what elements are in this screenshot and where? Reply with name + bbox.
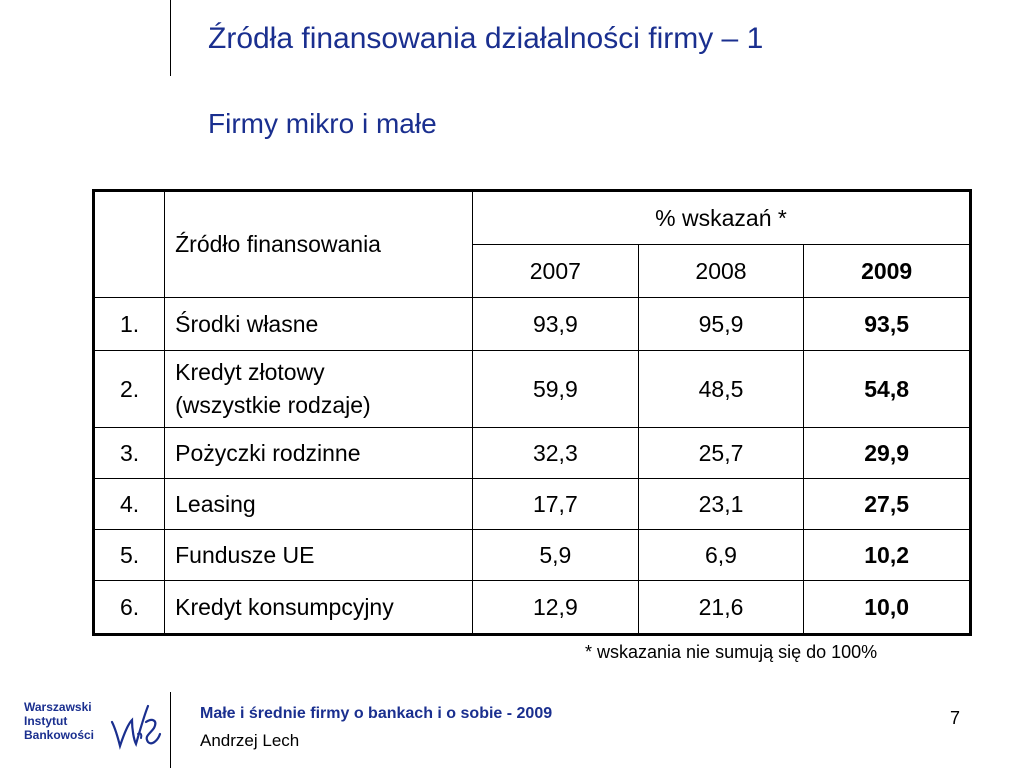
value-2009: 27,5 <box>804 479 971 530</box>
value-2007: 93,9 <box>473 298 639 351</box>
header-percent: % wskazań * <box>473 191 971 245</box>
value-2008: 21,6 <box>638 581 804 635</box>
row-source-name <box>165 351 473 428</box>
value-2009: 10,2 <box>804 530 971 581</box>
header-source: Źródło finansowania <box>165 191 473 298</box>
table-row <box>94 530 971 581</box>
row-source-name: Kredyt konsumpcyjny <box>165 581 473 635</box>
row-number: 6. <box>94 581 165 635</box>
value-2007: 5,9 <box>473 530 639 581</box>
row-source-name: Środki własne <box>165 298 473 351</box>
value-2009: 93,5 <box>804 298 971 351</box>
row-number: 5. <box>94 530 165 581</box>
value-2008: 25,7 <box>638 428 804 479</box>
header-number-cell <box>94 191 165 298</box>
row-number: 4. <box>94 479 165 530</box>
value-2007: 32,3 <box>473 428 639 479</box>
logo-line-3: Bankowości <box>24 728 95 742</box>
table-row <box>94 479 971 530</box>
wib-logo <box>24 700 154 752</box>
value-2009: 10,0 <box>804 581 971 635</box>
row-number: 3. <box>94 428 165 479</box>
logo-line-2: Instytut <box>24 714 68 728</box>
header-year-2009: 2009 <box>804 245 971 298</box>
footer-title: Małe i średnie firmy o bankach i o sobie - 2009 <box>200 705 553 722</box>
value-2007: 17,7 <box>473 479 639 530</box>
value-2007: 59,9 <box>473 351 639 428</box>
slide-title: Źródła finansowania działalności firmy – 1 <box>208 22 764 55</box>
value-2009: 54,8 <box>804 351 971 428</box>
header-year-2007: 2007 <box>473 245 639 298</box>
footer-author: Andrzej Lech <box>200 731 300 750</box>
row-number: 2. <box>94 351 165 428</box>
table-row <box>94 351 971 428</box>
value-2007: 12,9 <box>473 581 639 635</box>
slide-subtitle: Firmy mikro i małe <box>208 108 437 139</box>
row-source-name-line2: (wszystkie rodzaje) <box>175 392 371 418</box>
row-source-name: Fundusze UE <box>165 530 473 581</box>
value-2009: 29,9 <box>804 428 971 479</box>
header-year-2008: 2008 <box>638 245 804 298</box>
logo-text <box>24 700 94 742</box>
value-2008: 23,1 <box>638 479 804 530</box>
top-divider-line <box>170 0 171 76</box>
table-row <box>94 581 971 635</box>
value-2008: 6,9 <box>638 530 804 581</box>
row-source-name-line1: Kredyt złotowy <box>175 359 325 385</box>
row-source-name: Leasing <box>165 479 473 530</box>
page-number: 7 <box>950 708 961 728</box>
logo-signature-icon <box>108 700 164 754</box>
table-row <box>94 428 971 479</box>
value-2008: 48,5 <box>638 351 804 428</box>
financing-sources-table <box>92 189 972 636</box>
value-2008: 95,9 <box>638 298 804 351</box>
logo-line-1: Warszawski <box>24 700 92 714</box>
table-row <box>94 298 971 351</box>
row-number: 1. <box>94 298 165 351</box>
bottom-divider-line <box>170 692 171 768</box>
row-source-name: Pożyczki rodzinne <box>165 428 473 479</box>
table-header-row <box>94 191 971 245</box>
footnote: * wskazania nie sumują się do 100% <box>585 642 878 662</box>
